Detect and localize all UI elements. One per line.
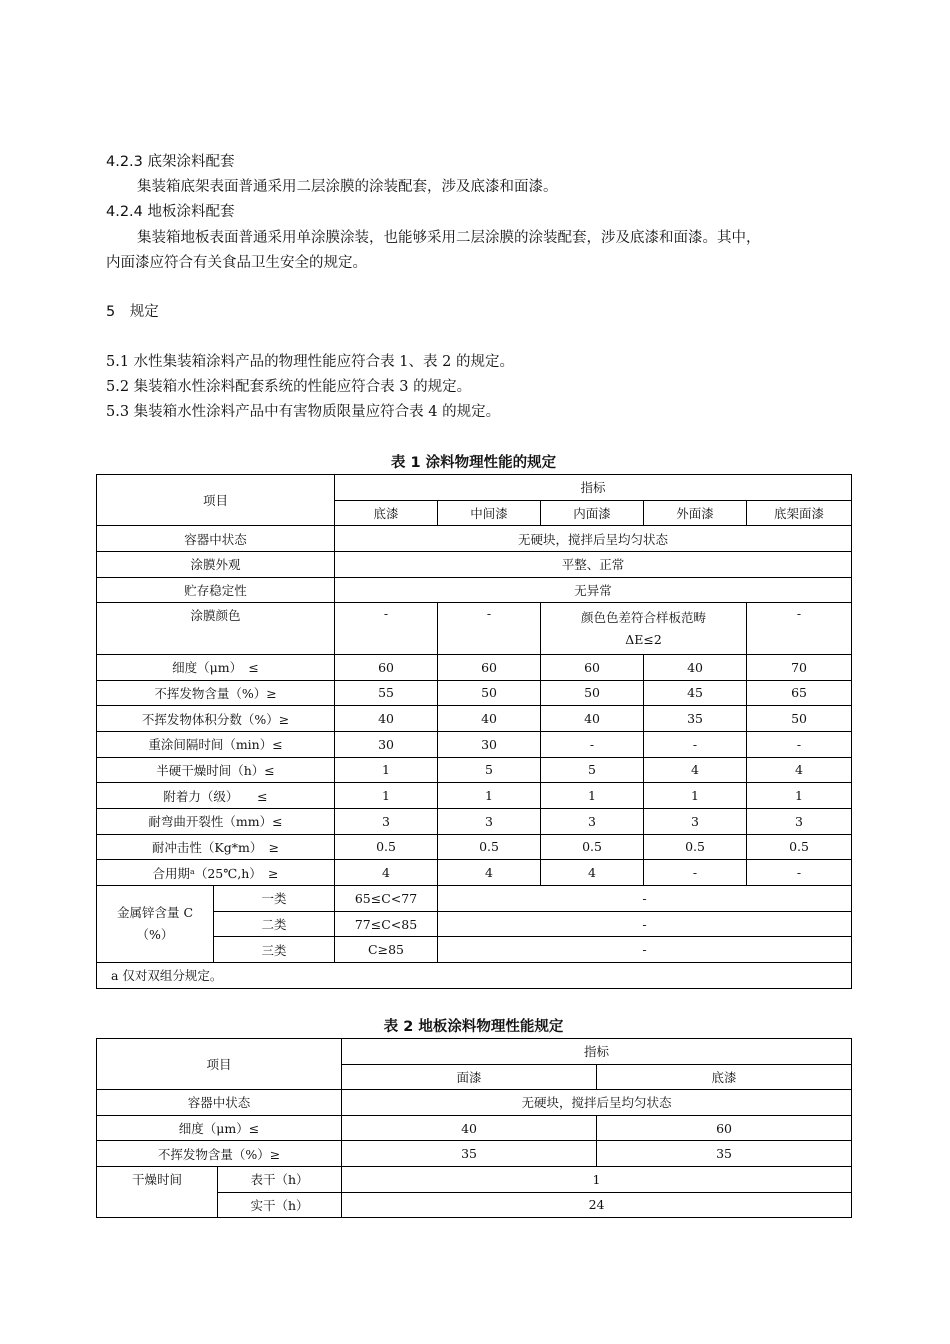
paragraph-4-2-4-line2: 内面漆应符合有关食品卫生安全的规定。	[106, 255, 367, 271]
color-range-text: 颜色色差符合样板范畴	[581, 609, 707, 625]
table1-cell: 30	[438, 731, 541, 757]
table1-row-label: 不挥发物含量（%）≥	[97, 680, 335, 706]
table2-dry-label: 干燥时间	[97, 1166, 218, 1217]
table1-cell: -	[438, 937, 852, 963]
table2-row-label: 不挥发物含量（%）≥	[97, 1141, 342, 1167]
table1-cell: 3	[335, 808, 438, 834]
table1-cell: 0.5	[541, 834, 644, 860]
table1-zinc-label	[97, 886, 214, 963]
table1-row-label: 重涂间隔时间（min）≤	[97, 731, 335, 757]
table1-row-label: 贮存稳定性	[97, 577, 335, 603]
table1-cell: 无异常	[335, 577, 852, 603]
zinc-label-line1: 金属锌含量 C	[116, 905, 194, 921]
table1-cell: -	[438, 603, 541, 654]
table2-item-header: 项目	[97, 1039, 342, 1090]
paragraph-5-3: 5.3 集装箱水性涂料产品中有害物质限量应符合表 4 的规定。	[106, 404, 501, 420]
table2	[96, 1038, 852, 1218]
table1-cell: 无硬块，搅拌后呈均匀状态	[335, 526, 852, 552]
table1-cell: 45	[644, 680, 747, 706]
paragraph-5-2: 5.2 集装箱水性涂料配套系统的性能应符合表 3 的规定。	[106, 379, 472, 395]
table1-row-label: 细度（μm） ≤	[97, 654, 335, 680]
zinc-label-line2: （%）	[136, 927, 174, 943]
table2-sub-label: 表干（h）	[218, 1166, 342, 1192]
paragraph-4-2-3: 集装箱底架表面普通采用二层涂膜的涂装配套，涉及底漆和面漆。	[137, 179, 558, 195]
table1-cell: 1	[438, 783, 541, 809]
table2-index-header: 指标	[342, 1039, 852, 1065]
table1-cell: 50	[438, 680, 541, 706]
table1-cell: 60	[541, 654, 644, 680]
table1-zinc-class: 二类	[214, 911, 335, 937]
table1-cell: 1	[541, 783, 644, 809]
table1-row-label: 耐弯曲开裂性（mm）≤	[97, 808, 335, 834]
table1-row-label: 涂膜外观	[97, 552, 335, 578]
table1-col-header: 中间漆	[438, 500, 541, 526]
table2-cell: 无硬块，搅拌后呈均匀状态	[342, 1090, 852, 1116]
table2-caption: 表 2 地板涂料物理性能规定	[383, 1019, 564, 1035]
table2-cell: 1	[342, 1166, 852, 1192]
table1-col-header: 外面漆	[644, 500, 747, 526]
table1-footnote: a 仅对双组分规定。	[97, 963, 852, 989]
table1-cell: -	[438, 886, 852, 912]
table2-cell: 35	[597, 1141, 852, 1167]
table1-col-header: 底漆	[335, 500, 438, 526]
table2-sub-label: 实干（h）	[218, 1192, 342, 1218]
paragraph-5-1: 5.1 水性集装箱涂料产品的物理性能应符合表 1、表 2 的规定。	[106, 354, 514, 370]
table1-cell: 65≤C<77	[335, 886, 438, 912]
table1-zinc-class: 一类	[214, 886, 335, 912]
heading-5: 5 规定	[106, 304, 159, 320]
table1-cell: 4	[335, 860, 438, 886]
paragraph-4-2-4-line1: 集装箱地板表面普通采用单涂膜涂装，也能够采用二层涂膜的涂装配套，涉及底漆和面漆。其中，	[137, 230, 761, 246]
table1-cell: 40	[541, 706, 644, 732]
table1-cell: -	[335, 603, 438, 654]
table1-col-header: 底架面漆	[747, 500, 852, 526]
table1-col-header: 内面漆	[541, 500, 644, 526]
table2-cell: 24	[342, 1192, 852, 1218]
table1-cell: C≥85	[335, 937, 438, 963]
heading-4-2-3: 4.2.3 底架涂料配套	[106, 154, 235, 170]
table1-cell: 3	[644, 808, 747, 834]
table1-cell: 1	[644, 783, 747, 809]
table2-cell: 35	[342, 1141, 597, 1167]
table1-cell: 0.5	[438, 834, 541, 860]
table1-cell: 0.5	[644, 834, 747, 860]
table2-col-header: 面漆	[342, 1064, 597, 1090]
table2-col-header: 底漆	[597, 1064, 852, 1090]
table1-cell: 0.5	[747, 834, 852, 860]
table1-cell: 50	[541, 680, 644, 706]
table1-cell: -	[747, 731, 852, 757]
color-delta-text: ΔE≤2	[625, 631, 662, 647]
table2-cell: 60	[597, 1115, 852, 1141]
heading-4-2-4: 4.2.4 地板涂料配套	[106, 204, 235, 220]
table1-cell: 30	[335, 731, 438, 757]
table1-row-label: 容器中状态	[97, 526, 335, 552]
table1-caption: 表 1 涂料物理性能的规定	[390, 455, 557, 471]
table1-cell: 60	[335, 654, 438, 680]
table2-cell: 40	[342, 1115, 597, 1141]
table1-cell: 4	[541, 860, 644, 886]
table2-row-label: 容器中状态	[97, 1090, 342, 1116]
table1-cell: 5	[438, 757, 541, 783]
table1-row-label: 不挥发物体积分数（%）≥	[97, 706, 335, 732]
table1-cell: 40	[438, 706, 541, 732]
table1-cell: 4	[644, 757, 747, 783]
table1-zinc-class: 三类	[214, 937, 335, 963]
table1-row-label: 半硬干燥时间（h）≤	[97, 757, 335, 783]
table1-cell: 40	[644, 654, 747, 680]
table1-cell: 77≤C<85	[335, 911, 438, 937]
table1-cell-color-range	[541, 603, 747, 654]
table1-cell: 50	[747, 706, 852, 732]
table2-row-label: 细度（μm）≤	[97, 1115, 342, 1141]
table1-cell: 3	[747, 808, 852, 834]
table1-cell: 35	[644, 706, 747, 732]
table1-row-label: 涂膜颜色	[97, 603, 335, 654]
table1-cell: 40	[335, 706, 438, 732]
table1-cell: 平整、正常	[335, 552, 852, 578]
table1-cell: -	[644, 731, 747, 757]
table1-cell: 4	[747, 757, 852, 783]
table1-cell: -	[438, 911, 852, 937]
table1-index-header: 指标	[335, 475, 852, 501]
table1-cell: 0.5	[335, 834, 438, 860]
table1-cell: 70	[747, 654, 852, 680]
table1	[96, 474, 852, 989]
table1-cell: 3	[541, 808, 644, 834]
table1-item-header: 项目	[97, 475, 335, 526]
table1-cell: 4	[438, 860, 541, 886]
table1-row-label: 耐冲击性（Kg*m） ≥	[97, 834, 335, 860]
table1-cell: -	[747, 603, 852, 654]
table1-cell: 3	[438, 808, 541, 834]
table1-cell: -	[644, 860, 747, 886]
table1-cell: 1	[747, 783, 852, 809]
table1-cell: -	[541, 731, 644, 757]
table1-row-label: 合用期ᵃ（25℃,h） ≥	[97, 860, 335, 886]
table1-cell: 5	[541, 757, 644, 783]
table1-cell: 1	[335, 783, 438, 809]
table1-cell: 55	[335, 680, 438, 706]
table1-cell: 1	[335, 757, 438, 783]
table1-row-label: 附着力（级） ≤	[97, 783, 335, 809]
table1-cell: -	[747, 860, 852, 886]
table1-cell: 65	[747, 680, 852, 706]
table1-cell: 60	[438, 654, 541, 680]
